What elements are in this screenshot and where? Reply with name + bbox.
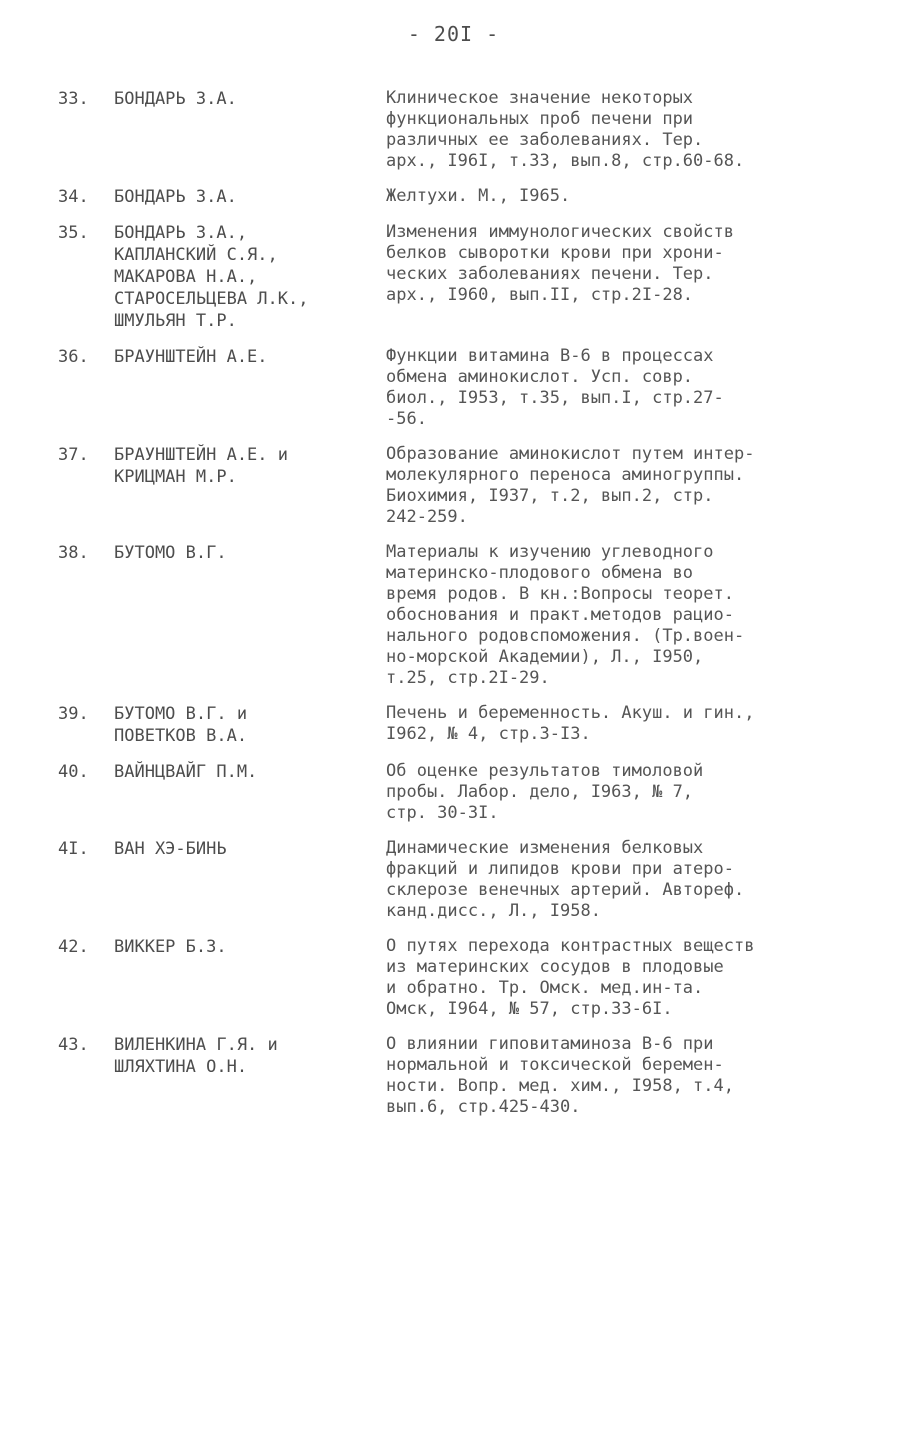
entry-number: 36. <box>58 347 89 367</box>
entry-number: 33. <box>58 89 89 109</box>
entry-authors: БУТОМО В.Г. и ПОВЕТКОВ В.А. <box>114 704 248 746</box>
entry-number: 38. <box>58 543 89 563</box>
entry-authors: БОНДАРЬ З.А. <box>114 187 237 207</box>
entry-reference: Печень и беременность. Акуш. и гин., I962, № 4, стр.3-I3. <box>386 703 755 744</box>
entry-authors: ВАЙНЦВАЙГ П.М. <box>114 762 258 782</box>
entry-authors: БОНДАРЬ З.А. <box>114 89 237 109</box>
bibliography-entry <box>58 88 858 172</box>
entry-authors: ВИККЕР Б.З. <box>114 937 227 957</box>
entry-reference: Функции витамина В-6 в процессах обмена аминокислот. Усп. совр. биол., I953, т.35, вып.I, стр.27- -56. <box>386 346 724 429</box>
page-number: - 20I - <box>407 22 500 46</box>
entry-authors: БРАУНШТЕЙН А.Е. <box>114 347 268 367</box>
entry-reference: Изменения иммунологических свойств белков сыворотки крови при хрони- ческих заболеваниях печени. Тер. арх., I960, вып.II, стр.2I-28. <box>386 222 734 305</box>
entry-number: 37. <box>58 445 89 465</box>
entry-reference: Клиническое значение некоторых функциональных проб печени при различных ее заболеваниях. Тер. арх., I96I, т.33, вып.8, стр.60-68. <box>386 88 745 171</box>
entry-number: 40. <box>58 762 89 782</box>
entry-reference: О путях перехода контрастных веществ из материнских сосудов в плодовые и обратно. Тр. Омск. мед.ин-та. Омск, I964, № 57, стр.33-6I. <box>386 936 755 1019</box>
bibliography-list <box>58 88 858 1132</box>
bibliography-entry <box>58 222 858 332</box>
entry-authors: ВИЛЕНКИНА Г.Я. и ШЛЯХТИНА О.Н. <box>114 1035 278 1077</box>
entry-number: 39. <box>58 704 89 724</box>
bibliography-entry <box>58 761 858 824</box>
entry-number: 34. <box>58 187 89 207</box>
entry-number: 42. <box>58 937 89 957</box>
entry-number: 35. <box>58 223 89 243</box>
entry-reference: Об оценке результатов тимоловой пробы. Лабор. дело, I963, № 7, стр. 30-3I. <box>386 761 704 823</box>
entry-number: 4I. <box>58 839 89 859</box>
entry-authors: БОНДАРЬ З.А., КАПЛАНСКИЙ С.Я., МАКАРОВА Н.А., СТАРОСЕЛЬЦЕВА Л.К., ШМУЛЬЯН Т.Р. <box>114 223 309 331</box>
bibliography-entry <box>58 936 858 1020</box>
bibliography-entry <box>58 186 858 208</box>
bibliography-entry <box>58 444 858 528</box>
bibliography-entry <box>58 542 858 689</box>
bibliography-entry <box>58 838 858 922</box>
entry-reference: О влиянии гиповитаминоза В-6 при нормальной и токсической беремен- ности. Вопр. мед. хим., I958, т.4, вып.6, стр.425-430. <box>386 1034 734 1117</box>
entry-authors: БРАУНШТЕЙН А.Е. и КРИЦМАН М.Р. <box>114 445 288 487</box>
bibliography-entry <box>58 703 858 747</box>
bibliography-entry <box>58 1034 858 1118</box>
entry-reference: Желтухи. М., I965. <box>386 186 571 206</box>
entry-number: 43. <box>58 1035 89 1055</box>
bibliography-entry <box>58 346 858 430</box>
entry-reference: Материалы к изучению углеводного материнско-плодового обмена во время родов. В кн.:Вопросы теорет. обоснования и практ.методов рацио- нального родовспоможения. (Тр.воен- но-морской Академии), Л., I950, т.25, стр.2I-29. <box>386 542 745 688</box>
entry-reference: Образование аминокислот путем интер- молекулярного переноса аминогруппы. Биохимия, I937, т.2, вып.2, стр. 242-259. <box>386 444 755 527</box>
entry-authors: ВАН ХЭ-БИНЬ <box>114 839 227 859</box>
entry-authors: БУТОМО В.Г. <box>114 543 227 563</box>
entry-reference: Динамические изменения белковых фракций и липидов крови при атеро- склерозе венечных артерий. Автореф. канд.дисс., Л., I958. <box>386 838 745 921</box>
